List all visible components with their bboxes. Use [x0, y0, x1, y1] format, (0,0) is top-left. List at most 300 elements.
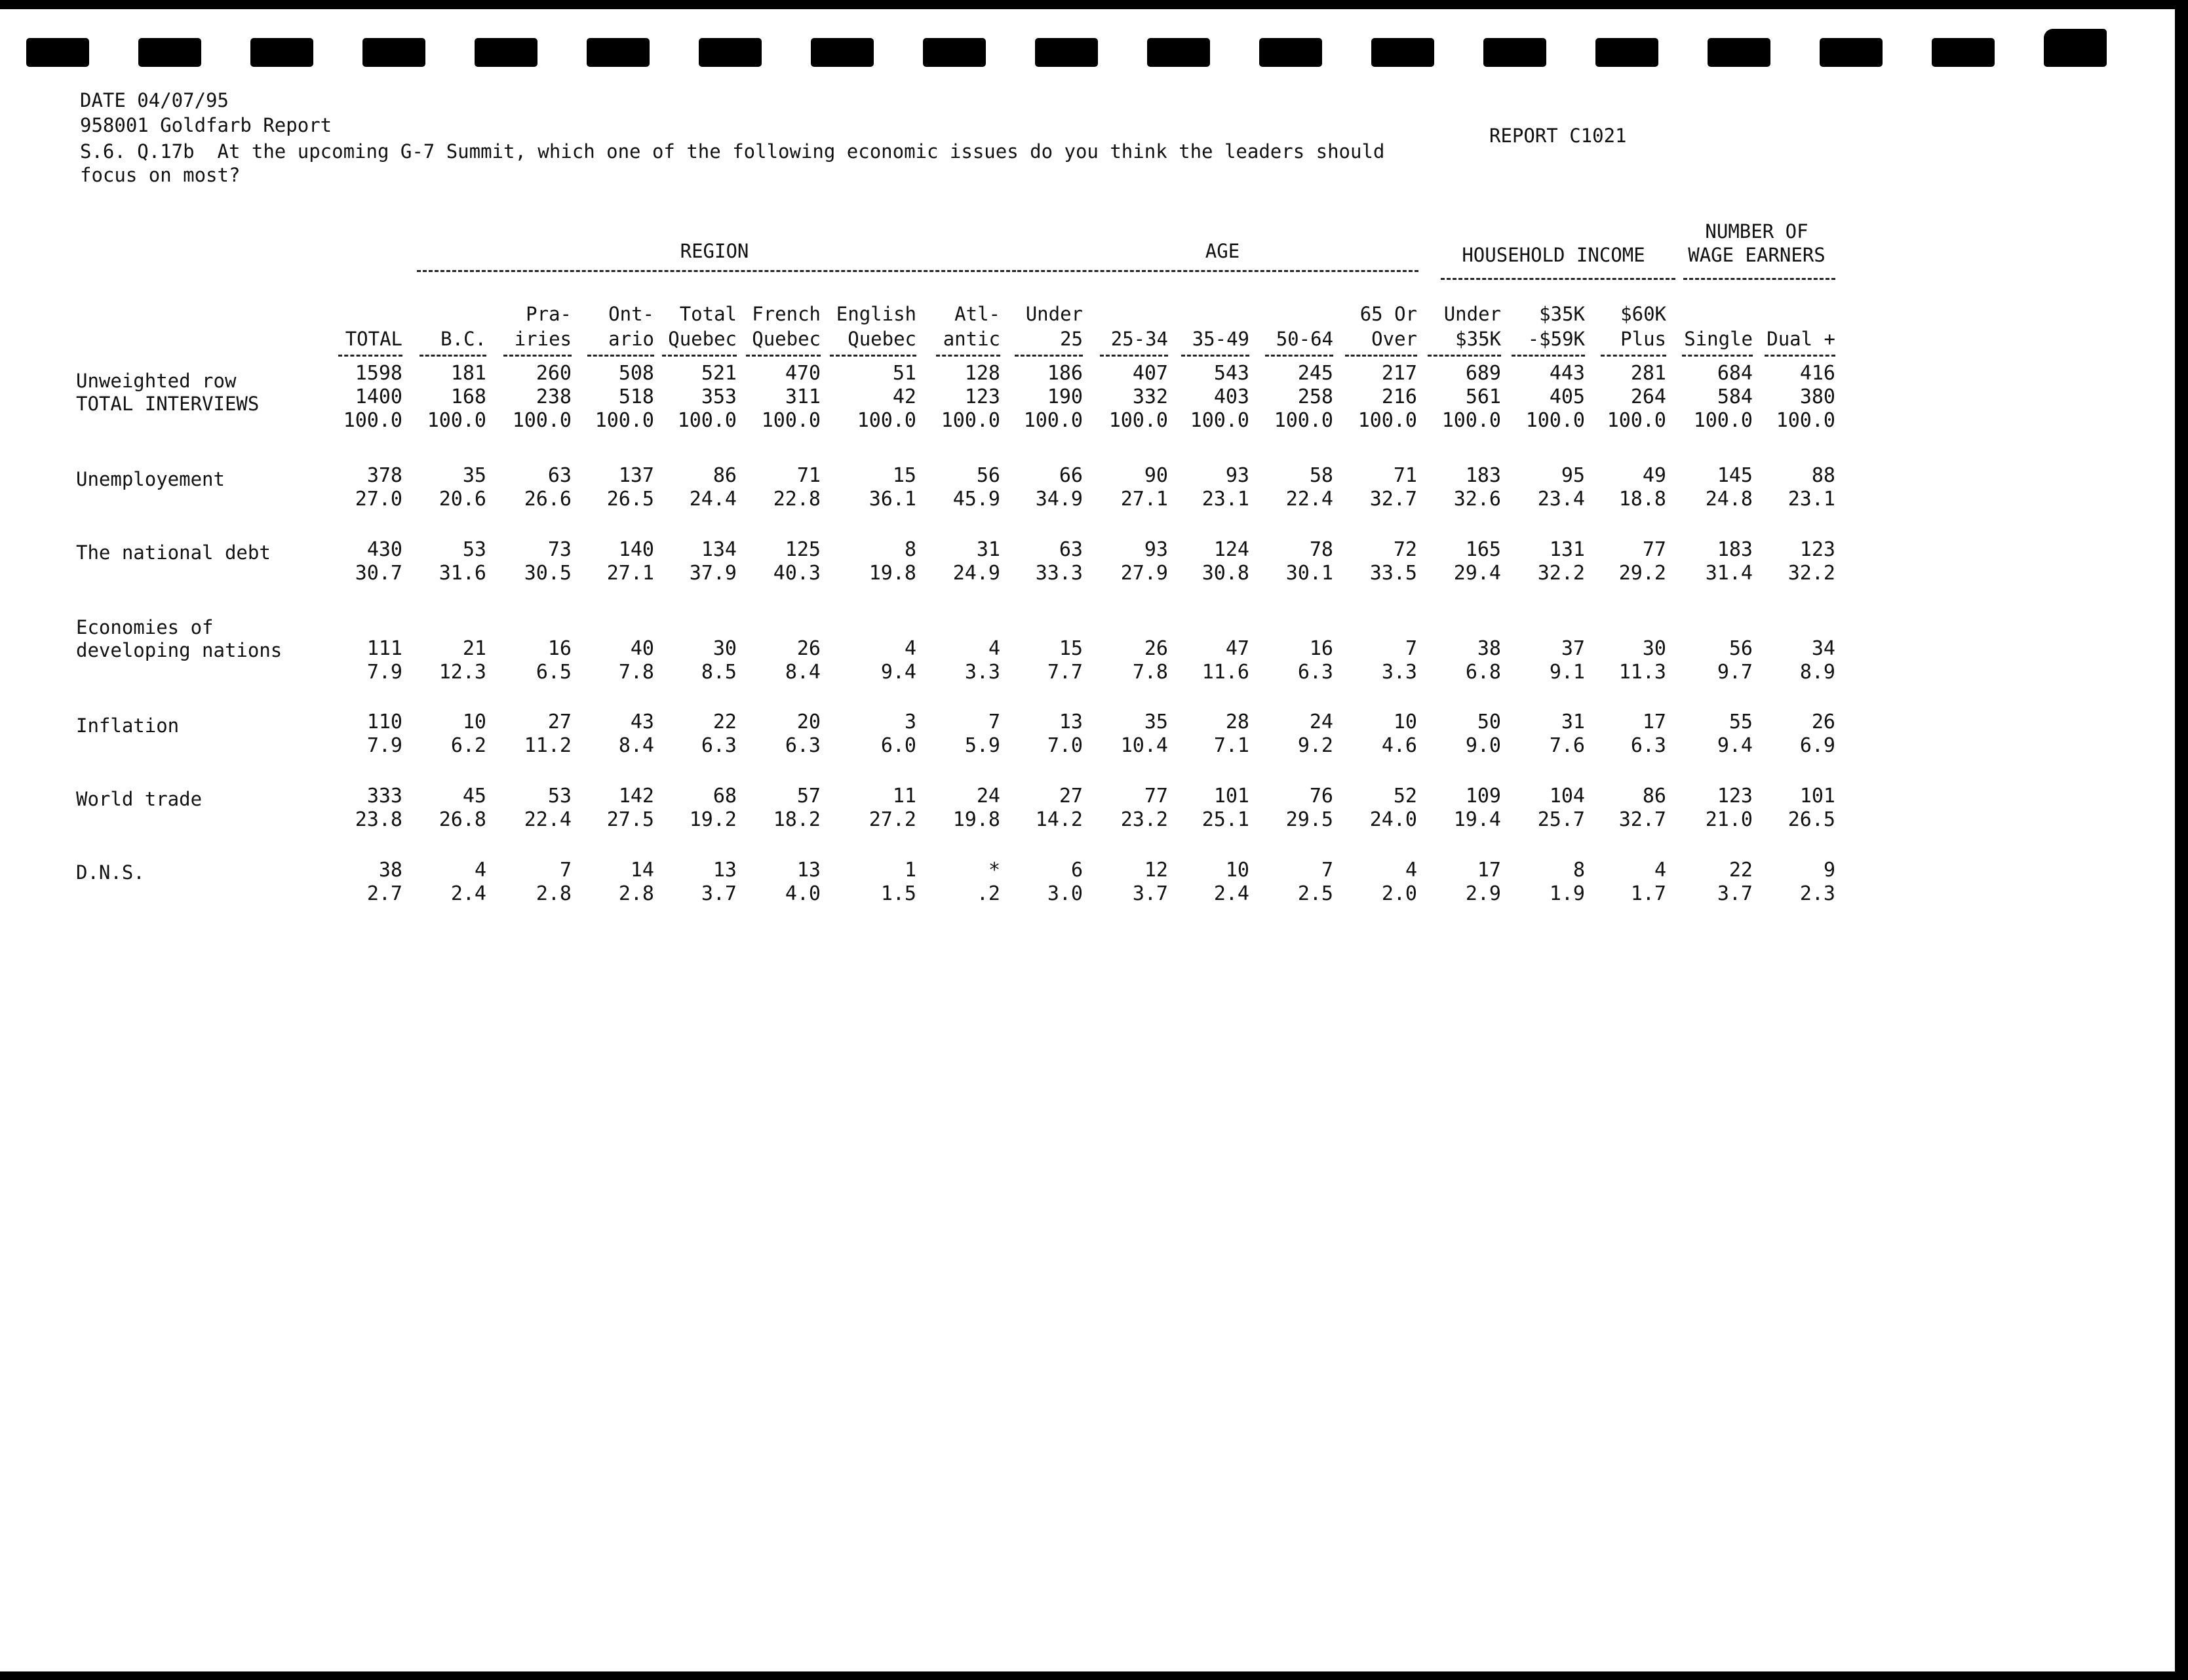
table-cell: 684 — [1717, 362, 1753, 385]
table-cell: 68 — [713, 785, 737, 808]
table-cell: 6.3 — [1297, 661, 1333, 684]
table-cell: 26.5 — [606, 488, 654, 511]
table-cell: 3.3 — [1381, 661, 1417, 684]
table-cell: 100.0 — [1358, 409, 1417, 432]
table-cell: 7 — [1321, 859, 1333, 882]
table-cell: 2.3 — [1799, 882, 1835, 905]
table-cell: 9.0 — [1465, 734, 1501, 757]
table-cell: 49 — [1642, 464, 1666, 487]
table-cell: 521 — [701, 362, 737, 385]
table-cell: 7.8 — [618, 661, 654, 684]
table-cell: 22.8 — [773, 488, 821, 511]
table-cell: 15 — [1059, 637, 1083, 660]
table-cell: 33.5 — [1369, 562, 1417, 585]
table-cell: 21 — [462, 637, 486, 660]
table-cell: 543 — [1213, 362, 1249, 385]
table-cell: 71 — [1393, 464, 1417, 487]
row-label-dns: D.N.S. — [76, 861, 145, 884]
table-cell: 27.1 — [606, 562, 654, 585]
table-cell: 101 — [1213, 785, 1249, 808]
table-cell: 1400 — [355, 385, 402, 408]
table-cell: 73 — [547, 538, 572, 561]
table-cell: 13 — [713, 859, 737, 882]
table-cell: 8 — [1573, 859, 1585, 882]
table-cell: 110 — [366, 711, 402, 733]
column-header-underline — [587, 355, 654, 357]
tractor-feed-hole — [1147, 38, 1210, 67]
table-cell: 22 — [1729, 859, 1753, 882]
table-cell: 4.0 — [785, 882, 821, 905]
table-cell: 561 — [1465, 385, 1501, 408]
table-cell: 32.7 — [1369, 488, 1417, 511]
table-cell: 17 — [1477, 859, 1501, 882]
table-cell: 47 — [1225, 637, 1249, 660]
table-cell: 24.9 — [952, 562, 1000, 585]
table-cell: 27.9 — [1120, 562, 1168, 585]
table-cell: 63 — [547, 464, 572, 487]
table-cell: 183 — [1717, 538, 1753, 561]
table-cell: 7.9 — [366, 661, 402, 684]
table-cell: 12 — [1144, 859, 1168, 882]
table-cell: 183 — [1465, 464, 1501, 487]
column-header-underline — [662, 355, 737, 357]
table-cell: 100.0 — [1525, 409, 1585, 432]
table-cell: 4 — [1405, 859, 1417, 882]
table-cell: 2.9 — [1465, 882, 1501, 905]
table-cell: 4 — [1654, 859, 1666, 882]
table-cell: 15 — [892, 464, 916, 487]
table-cell: 238 — [536, 385, 572, 408]
table-cell: 6.3 — [1630, 734, 1666, 757]
table-cell: 1.9 — [1549, 882, 1585, 905]
table-cell: 111 — [366, 637, 402, 660]
table-cell: 29.2 — [1618, 562, 1666, 585]
table-cell: 470 — [785, 362, 821, 385]
column-header: Total Quebec — [668, 303, 737, 350]
table-cell: 77 — [1642, 538, 1666, 561]
table-cell: 93 — [1225, 464, 1249, 487]
table-cell: 27.5 — [606, 808, 654, 831]
table-cell: 25.7 — [1537, 808, 1585, 831]
table-cell: 77 — [1144, 785, 1168, 808]
column-header-underline — [1682, 355, 1753, 357]
table-cell: 22.4 — [524, 808, 572, 831]
table-cell: 26 — [1811, 711, 1835, 733]
tractor-feed-hole — [1035, 38, 1098, 67]
table-cell: 43 — [630, 711, 654, 733]
table-cell: 11 — [892, 785, 916, 808]
table-cell: 50 — [1477, 711, 1501, 733]
table-cell: 281 — [1630, 362, 1666, 385]
table-cell: 57 — [796, 785, 821, 808]
table-cell: 100.0 — [1441, 409, 1501, 432]
column-header-underline — [830, 355, 916, 357]
table-cell: 45.9 — [952, 488, 1000, 511]
table-cell: 186 — [1047, 362, 1083, 385]
table-cell: 24 — [1309, 711, 1333, 733]
table-cell: 23.1 — [1788, 488, 1835, 511]
tractor-feed-hole — [1595, 38, 1658, 67]
table-cell: 2.8 — [618, 882, 654, 905]
table-cell: 100.0 — [1108, 409, 1168, 432]
column-header-underline — [1265, 355, 1333, 357]
table-cell: 6.8 — [1465, 661, 1501, 684]
table-cell: 53 — [547, 785, 572, 808]
table-cell: 56 — [976, 464, 1000, 487]
table-cell: 181 — [450, 362, 486, 385]
column-header: $60K Plus — [1620, 303, 1666, 350]
table-cell: 6 — [1070, 859, 1083, 882]
table-cell: 100.0 — [343, 409, 402, 432]
table-cell: 11.6 — [1201, 661, 1249, 684]
table-cell: 34.9 — [1035, 488, 1083, 511]
column-header: 35-49 — [1192, 328, 1249, 350]
table-cell: 30 — [1642, 637, 1666, 660]
table-cell: 1598 — [355, 362, 402, 385]
table-cell: 20.6 — [439, 488, 486, 511]
table-cell: 66 — [1059, 464, 1083, 487]
table-cell: 260 — [536, 362, 572, 385]
table-cell: 22.4 — [1285, 488, 1333, 511]
table-cell: 9.4 — [1717, 734, 1753, 757]
column-header: $35K -$59K — [1527, 303, 1585, 350]
table-cell: 9.2 — [1297, 734, 1333, 757]
column-header: Pra- iries — [514, 303, 572, 350]
table-cell: 51 — [892, 362, 916, 385]
tractor-feed-hole — [362, 38, 425, 67]
table-cell: 24 — [976, 785, 1000, 808]
column-header: 65 Or Over — [1359, 303, 1417, 350]
table-cell: 6.3 — [701, 734, 737, 757]
tractor-feed-strip — [0, 9, 2188, 75]
table-cell: 109 — [1465, 785, 1501, 808]
column-header-underline — [936, 355, 1000, 357]
table-cell: 101 — [1799, 785, 1835, 808]
table-cell: 380 — [1799, 385, 1835, 408]
table-cell: 1.7 — [1630, 882, 1666, 905]
table-cell: 508 — [618, 362, 654, 385]
table-cell: 7.0 — [1047, 734, 1083, 757]
table-cell: 71 — [796, 464, 821, 487]
row-label-world-trade: World trade — [76, 788, 203, 810]
table-cell: 353 — [701, 385, 737, 408]
table-cell: 3.0 — [1047, 882, 1083, 905]
column-header: French Quebec — [752, 303, 821, 350]
table-cell: 40 — [630, 637, 654, 660]
table-cell: 76 — [1309, 785, 1333, 808]
table-cell: 4.6 — [1381, 734, 1417, 757]
table-cell: 332 — [1132, 385, 1168, 408]
table-cell: 78 — [1309, 538, 1333, 561]
table-cell: 40.3 — [773, 562, 821, 585]
table-cell: 86 — [1642, 785, 1666, 808]
column-header: Dual + — [1767, 328, 1835, 350]
group-header-wage-earners-line1: NUMBER OF — [1705, 220, 1808, 243]
tractor-feed-hole — [138, 38, 201, 67]
table-cell: 37 — [1561, 637, 1585, 660]
table-cell: 23.1 — [1201, 488, 1249, 511]
table-cell: 72 — [1393, 538, 1417, 561]
table-cell: 45 — [462, 785, 486, 808]
table-cell: 20 — [796, 711, 821, 733]
table-cell: 165 — [1465, 538, 1501, 561]
table-cell: 27.2 — [869, 808, 916, 831]
table-cell: 3.7 — [701, 882, 737, 905]
column-header-underline — [1100, 355, 1168, 357]
table-cell: 31 — [976, 538, 1000, 561]
column-header: Under $35K — [1443, 303, 1501, 350]
table-cell: 29.4 — [1453, 562, 1501, 585]
report-date: DATE 04/07/95 — [80, 89, 229, 111]
table-cell: 689 — [1465, 362, 1501, 385]
table-cell: 403 — [1213, 385, 1249, 408]
column-header-underline — [1601, 355, 1666, 357]
column-header-underline — [503, 355, 572, 357]
question-text-line2: focus on most? — [80, 164, 241, 186]
table-cell: 6.9 — [1799, 734, 1835, 757]
column-header-underline — [1765, 355, 1835, 357]
column-header: TOTAL — [345, 328, 402, 350]
question-text-line1: S.6. Q.17b At the upcoming G-7 Summit, which one of the following economic issues do you think the leaders should — [80, 140, 1385, 163]
table-cell: 190 — [1047, 385, 1083, 408]
table-cell: 30.1 — [1285, 562, 1333, 585]
region-underline — [417, 270, 1016, 272]
table-cell: 125 — [785, 538, 821, 561]
tractor-feed-hole — [475, 38, 537, 67]
table-cell: 32.7 — [1618, 808, 1666, 831]
table-cell: 26 — [796, 637, 821, 660]
column-header-underline — [420, 355, 486, 357]
table-cell: 21.0 — [1705, 808, 1753, 831]
table-cell: 1 — [904, 859, 916, 882]
table-cell: 42 — [892, 385, 916, 408]
table-cell: 6.5 — [536, 661, 572, 684]
table-cell: 2.8 — [536, 882, 572, 905]
table-cell: 216 — [1381, 385, 1417, 408]
table-cell: 258 — [1297, 385, 1333, 408]
table-cell: 100.0 — [427, 409, 486, 432]
row-label-unemployement: Unemployement — [76, 468, 225, 490]
table-cell: 4 — [474, 859, 486, 882]
group-header-household-income: HOUSEHOLD INCOME — [1462, 244, 1645, 266]
table-cell: 123 — [964, 385, 1000, 408]
table-cell: 3.7 — [1717, 882, 1753, 905]
table-cell: 52 — [1393, 785, 1417, 808]
table-cell: 16 — [1309, 637, 1333, 660]
table-cell: 26 — [1144, 637, 1168, 660]
table-cell: 18.8 — [1618, 488, 1666, 511]
table-cell: 30.8 — [1201, 562, 1249, 585]
table-cell: 9.7 — [1717, 661, 1753, 684]
table-cell: 30.5 — [524, 562, 572, 585]
table-cell: 124 — [1213, 538, 1249, 561]
table-cell: 13 — [1059, 711, 1083, 733]
table-cell: 30 — [713, 637, 737, 660]
table-cell: 6.3 — [785, 734, 821, 757]
table-cell: 55 — [1729, 711, 1753, 733]
table-cell: 14 — [630, 859, 654, 882]
report-page — [0, 9, 2175, 1671]
table-cell: 63 — [1059, 538, 1083, 561]
table-cell: 19.8 — [869, 562, 916, 585]
table-cell: 29.5 — [1285, 808, 1333, 831]
table-cell: 93 — [1144, 538, 1168, 561]
table-cell: 95 — [1561, 464, 1585, 487]
table-cell: 31.4 — [1705, 562, 1753, 585]
tractor-feed-hole — [1932, 38, 1995, 67]
table-cell: 100.0 — [1693, 409, 1753, 432]
table-cell: 8.9 — [1799, 661, 1835, 684]
row-label-total-interviews: Unweighted row TOTAL INTERVIEWS — [76, 370, 260, 415]
table-cell: 11.2 — [524, 734, 572, 757]
table-cell: 23.4 — [1537, 488, 1585, 511]
column-header-underline — [338, 355, 402, 357]
column-header: Atl- antic — [943, 303, 1000, 350]
table-cell: 88 — [1811, 464, 1835, 487]
tractor-feed-hole — [2044, 29, 2107, 67]
report-id: REPORT C1021 — [1489, 125, 1627, 147]
table-cell: 37.9 — [689, 562, 737, 585]
group-header-wage-earners-line2: WAGE EARNERS — [1688, 244, 1826, 266]
table-cell: 38 — [1477, 637, 1501, 660]
table-cell: 16 — [547, 637, 572, 660]
table-cell: 7.1 — [1213, 734, 1249, 757]
tractor-feed-hole — [1371, 38, 1434, 67]
table-cell: 38 — [378, 859, 402, 882]
table-cell: 27.0 — [355, 488, 402, 511]
tractor-feed-hole — [1259, 38, 1322, 67]
table-cell: 32.2 — [1788, 562, 1835, 585]
table-cell: 10 — [1393, 711, 1417, 733]
table-cell: 26.8 — [439, 808, 486, 831]
group-header-region: REGION — [680, 240, 749, 262]
table-cell: 2.4 — [1213, 882, 1249, 905]
column-header: Under 25 — [1025, 303, 1083, 350]
table-cell: 123 — [1717, 785, 1753, 808]
table-cell: 33.3 — [1035, 562, 1083, 585]
table-cell: 7 — [988, 711, 1000, 733]
table-cell: 24.8 — [1705, 488, 1753, 511]
table-cell: 2.4 — [450, 882, 486, 905]
column-header-underline — [1015, 355, 1083, 357]
table-cell: 31.6 — [439, 562, 486, 585]
table-cell: 145 — [1717, 464, 1753, 487]
table-cell: 4 — [988, 637, 1000, 660]
table-cell: 137 — [618, 464, 654, 487]
column-header-underline — [1428, 355, 1501, 357]
table-cell: 100.0 — [512, 409, 572, 432]
table-cell: 9 — [1823, 859, 1835, 882]
table-cell: 5.9 — [964, 734, 1000, 757]
table-cell: 100.0 — [677, 409, 737, 432]
table-cell: 23.8 — [355, 808, 402, 831]
table-cell: 19.4 — [1453, 808, 1501, 831]
table-cell: 2.5 — [1297, 882, 1333, 905]
table-cell: 123 — [1799, 538, 1835, 561]
tractor-feed-hole — [699, 38, 762, 67]
table-cell: .2 — [976, 882, 1000, 905]
table-cell: 7.8 — [1132, 661, 1168, 684]
table-cell: 58 — [1309, 464, 1333, 487]
table-cell: 100.0 — [1607, 409, 1666, 432]
table-cell: 27 — [1059, 785, 1083, 808]
row-label-national-debt: The national debt — [76, 541, 271, 564]
age-underline — [1017, 270, 1418, 272]
table-cell: 36.1 — [869, 488, 916, 511]
column-header-underline — [1181, 355, 1249, 357]
tractor-feed-hole — [26, 38, 89, 67]
table-cell: 443 — [1549, 362, 1585, 385]
table-cell: 34 — [1811, 637, 1835, 660]
table-cell: 53 — [462, 538, 486, 561]
table-cell: 104 — [1549, 785, 1585, 808]
table-cell: 100.0 — [857, 409, 916, 432]
column-header: English Quebec — [836, 303, 916, 350]
table-cell: 2.0 — [1381, 882, 1417, 905]
row-label-developing-nations: Economies of developing nations — [76, 616, 283, 661]
table-cell: 12.3 — [439, 661, 486, 684]
table-cell: 24.0 — [1369, 808, 1417, 831]
table-cell: 100.0 — [941, 409, 1000, 432]
table-cell: 134 — [701, 538, 737, 561]
table-cell: 131 — [1549, 538, 1585, 561]
table-cell: 26.6 — [524, 488, 572, 511]
table-cell: 19.2 — [689, 808, 737, 831]
table-cell: 7 — [559, 859, 572, 882]
tractor-feed-hole — [923, 38, 986, 67]
tractor-feed-hole — [587, 38, 650, 67]
table-cell: 30.7 — [355, 562, 402, 585]
table-cell: 18.2 — [773, 808, 821, 831]
table-cell: 7.9 — [366, 734, 402, 757]
column-header: Ont- ario — [608, 303, 654, 350]
column-header-underline — [746, 355, 821, 357]
table-cell: 9.4 — [880, 661, 916, 684]
table-cell: 32.6 — [1453, 488, 1501, 511]
table-cell: 90 — [1144, 464, 1168, 487]
table-cell: 100.0 — [1023, 409, 1083, 432]
table-cell: 100.0 — [761, 409, 821, 432]
table-cell: 518 — [618, 385, 654, 408]
table-cell: 142 — [618, 785, 654, 808]
table-cell: 23.2 — [1120, 808, 1168, 831]
table-cell: 100.0 — [1776, 409, 1835, 432]
table-cell: 333 — [366, 785, 402, 808]
table-cell: 245 — [1297, 362, 1333, 385]
table-cell: 217 — [1381, 362, 1417, 385]
table-cell: 86 — [713, 464, 737, 487]
table-cell: 430 — [366, 538, 402, 561]
table-cell: 35 — [462, 464, 486, 487]
table-cell: 28 — [1225, 711, 1249, 733]
tractor-feed-hole — [811, 38, 874, 67]
column-header-underline — [1512, 355, 1585, 357]
row-label-inflation: Inflation — [76, 714, 180, 737]
column-header-underline — [1345, 355, 1417, 357]
table-cell: 25.1 — [1201, 808, 1249, 831]
table-cell: 100.0 — [1274, 409, 1333, 432]
table-cell: 3.3 — [964, 661, 1000, 684]
table-cell: 405 — [1549, 385, 1585, 408]
table-cell: 27.1 — [1120, 488, 1168, 511]
table-cell: 6.0 — [880, 734, 916, 757]
table-cell: 10 — [462, 711, 486, 733]
table-cell: 27 — [547, 711, 572, 733]
tractor-feed-hole — [1483, 38, 1546, 67]
table-cell: 31 — [1561, 711, 1585, 733]
table-cell: 19.8 — [952, 808, 1000, 831]
table-cell: 9.1 — [1549, 661, 1585, 684]
